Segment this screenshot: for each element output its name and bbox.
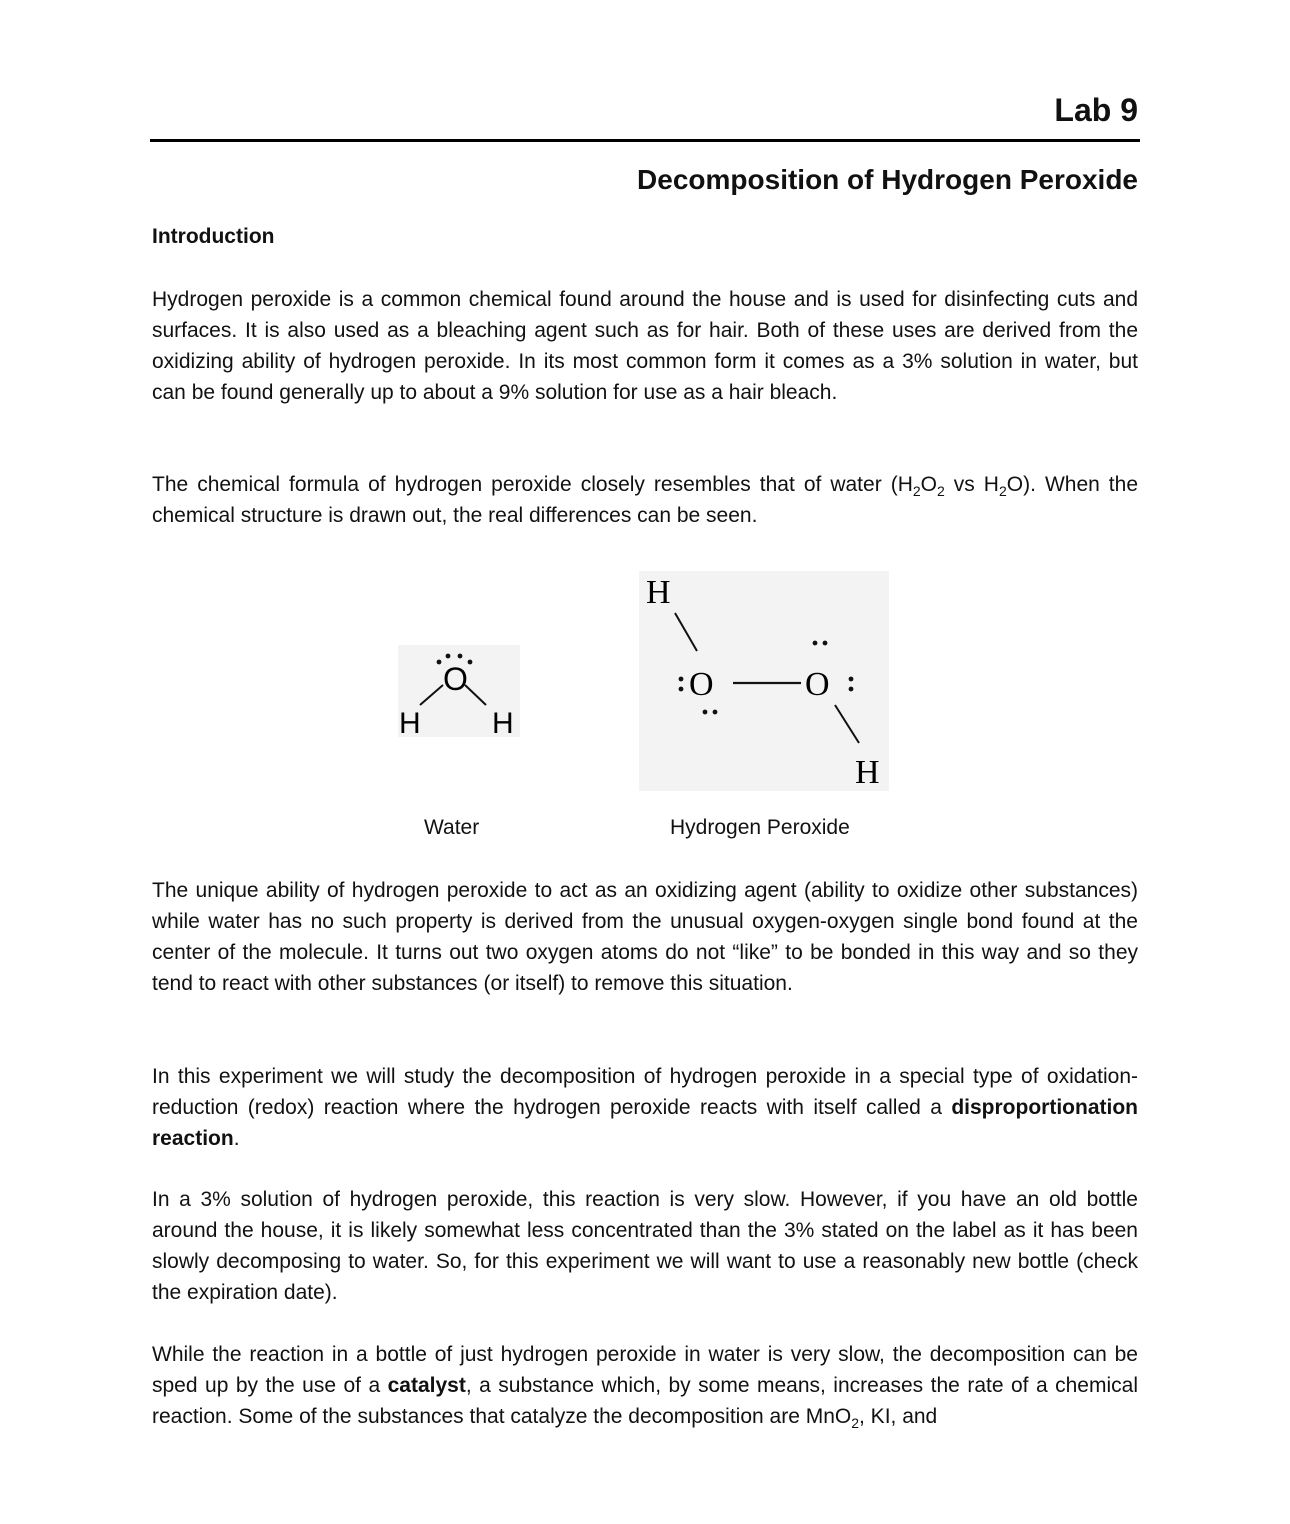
peroxide-structure-figure <box>639 571 889 791</box>
peroxide-structure-diagram <box>639 571 889 791</box>
peroxide-hydrogen-top: H <box>646 574 671 611</box>
p2-text-b: O <box>920 473 937 496</box>
document-title: Decomposition of Hydrogen Peroxide <box>637 164 1138 195</box>
intro-paragraph-2 <box>152 469 1138 531</box>
introduction-heading: Introduction <box>152 225 275 248</box>
p2-subscript-2: 2 <box>937 483 945 500</box>
peroxide-lone-pair-dot <box>813 641 818 646</box>
peroxide-lone-pair-dot <box>849 677 854 682</box>
p2-text-a: The chemical formula of hydrogen peroxide closely resembles that of water (H <box>152 473 913 496</box>
peroxide-lone-pair-dot <box>713 710 718 715</box>
peroxide-lone-pair-dot <box>679 687 684 692</box>
p2-subscript-3: 2 <box>998 483 1007 500</box>
disproportionation-term: disproportionation reaction <box>152 1096 1138 1150</box>
p2-text-c: vs H <box>944 473 999 496</box>
water-hydrogen-left: H <box>399 707 421 737</box>
p6-text-b: , a substance which, by some means, increases the rate of a chemical reaction. Some of the substances that catalyze the decomposition are MnO <box>152 1374 1138 1428</box>
water-caption: Water <box>424 816 480 839</box>
body-paragraph-experiment <box>152 1061 1138 1154</box>
water-lone-pair-dot <box>458 654 463 659</box>
p2-text-d: O). When the chemical structure is drawn out, the real differences can be seen. <box>152 473 1139 527</box>
p6-subscript: 2 <box>851 1415 860 1432</box>
p4-text-a: In this experiment we will study the decomposition of hydrogen peroxide in a special type of oxidation-reduction (redox) reaction where the hydrogen peroxide reacts with itself called a <box>152 1065 1138 1119</box>
water-hydrogen-right: H <box>492 707 514 737</box>
catalyst-term: catalyst <box>387 1374 466 1397</box>
water-bond-left <box>420 685 443 705</box>
peroxide-lone-pair-dot <box>849 687 854 692</box>
peroxide-lone-pair-dot <box>679 677 684 682</box>
peroxide-lone-pair-dot <box>703 710 708 715</box>
p6-text-c: , KI, and <box>859 1405 938 1428</box>
peroxide-hydrogen-bottom: H <box>855 754 880 791</box>
peroxide-bond-h-o-top <box>675 613 697 651</box>
peroxide-lone-pair-dot <box>823 641 828 646</box>
p6-text-a: While the reaction in a bottle of just hydrogen peroxide in water is very slow, the decomposition can be sped up by the use of a <box>152 1343 1138 1397</box>
water-lone-pair-dot <box>468 660 473 665</box>
lab-number-title: Lab 9 <box>1054 92 1138 128</box>
peroxide-caption: Hydrogen Peroxide <box>670 816 850 839</box>
body-paragraph-concentration: In a 3% solution of hydrogen peroxide, this reaction is very slow. However, if you have an old bottle around the house, it is likely somewhat less concentrated than the 3% stated on the label as it has been slowly decomposing to water. So, for this experiment we will want to use a reasonably new bottle (check the expiration date). <box>152 1188 1138 1304</box>
water-structure-figure <box>398 645 520 737</box>
p2-subscript-1: 2 <box>912 483 921 500</box>
water-oxygen-atom: O <box>443 661 468 697</box>
water-lone-pair-dot <box>437 660 442 665</box>
water-lone-pair-dot <box>446 654 451 659</box>
water-bond-right <box>465 685 486 705</box>
peroxide-bond-o-h-bottom <box>835 705 859 743</box>
water-structure-diagram <box>398 645 520 737</box>
peroxide-oxygen-left: O <box>689 666 714 703</box>
p4-text-b: . <box>233 1127 240 1150</box>
body-paragraph-oxidizing: The unique ability of hydrogen peroxide to act as an oxidizing agent (ability to oxidize other substances) while water has no such property is derived from the unusual oxygen-oxygen single bond found at the center of the molecule. It turns out two oxygen atoms do not “like” to be bonded in this way and so they tend to react with other substances (or itself) to remove this situation. <box>152 879 1138 995</box>
body-paragraph-catalyst <box>152 1339 1138 1432</box>
intro-paragraph-1: Hydrogen peroxide is a common chemical found around the house and is used for disinfecting cuts and surfaces. It is also used as a bleaching agent such as for hair. Both of these uses are derived from the oxidizing ability of hydrogen peroxide. In its most common form it comes as a 3% solution in water, but can be found generally up to about a 9% solution for use as a hair bleach. <box>152 288 1138 404</box>
peroxide-oxygen-right: O <box>805 666 830 703</box>
header-rule <box>150 139 1140 142</box>
